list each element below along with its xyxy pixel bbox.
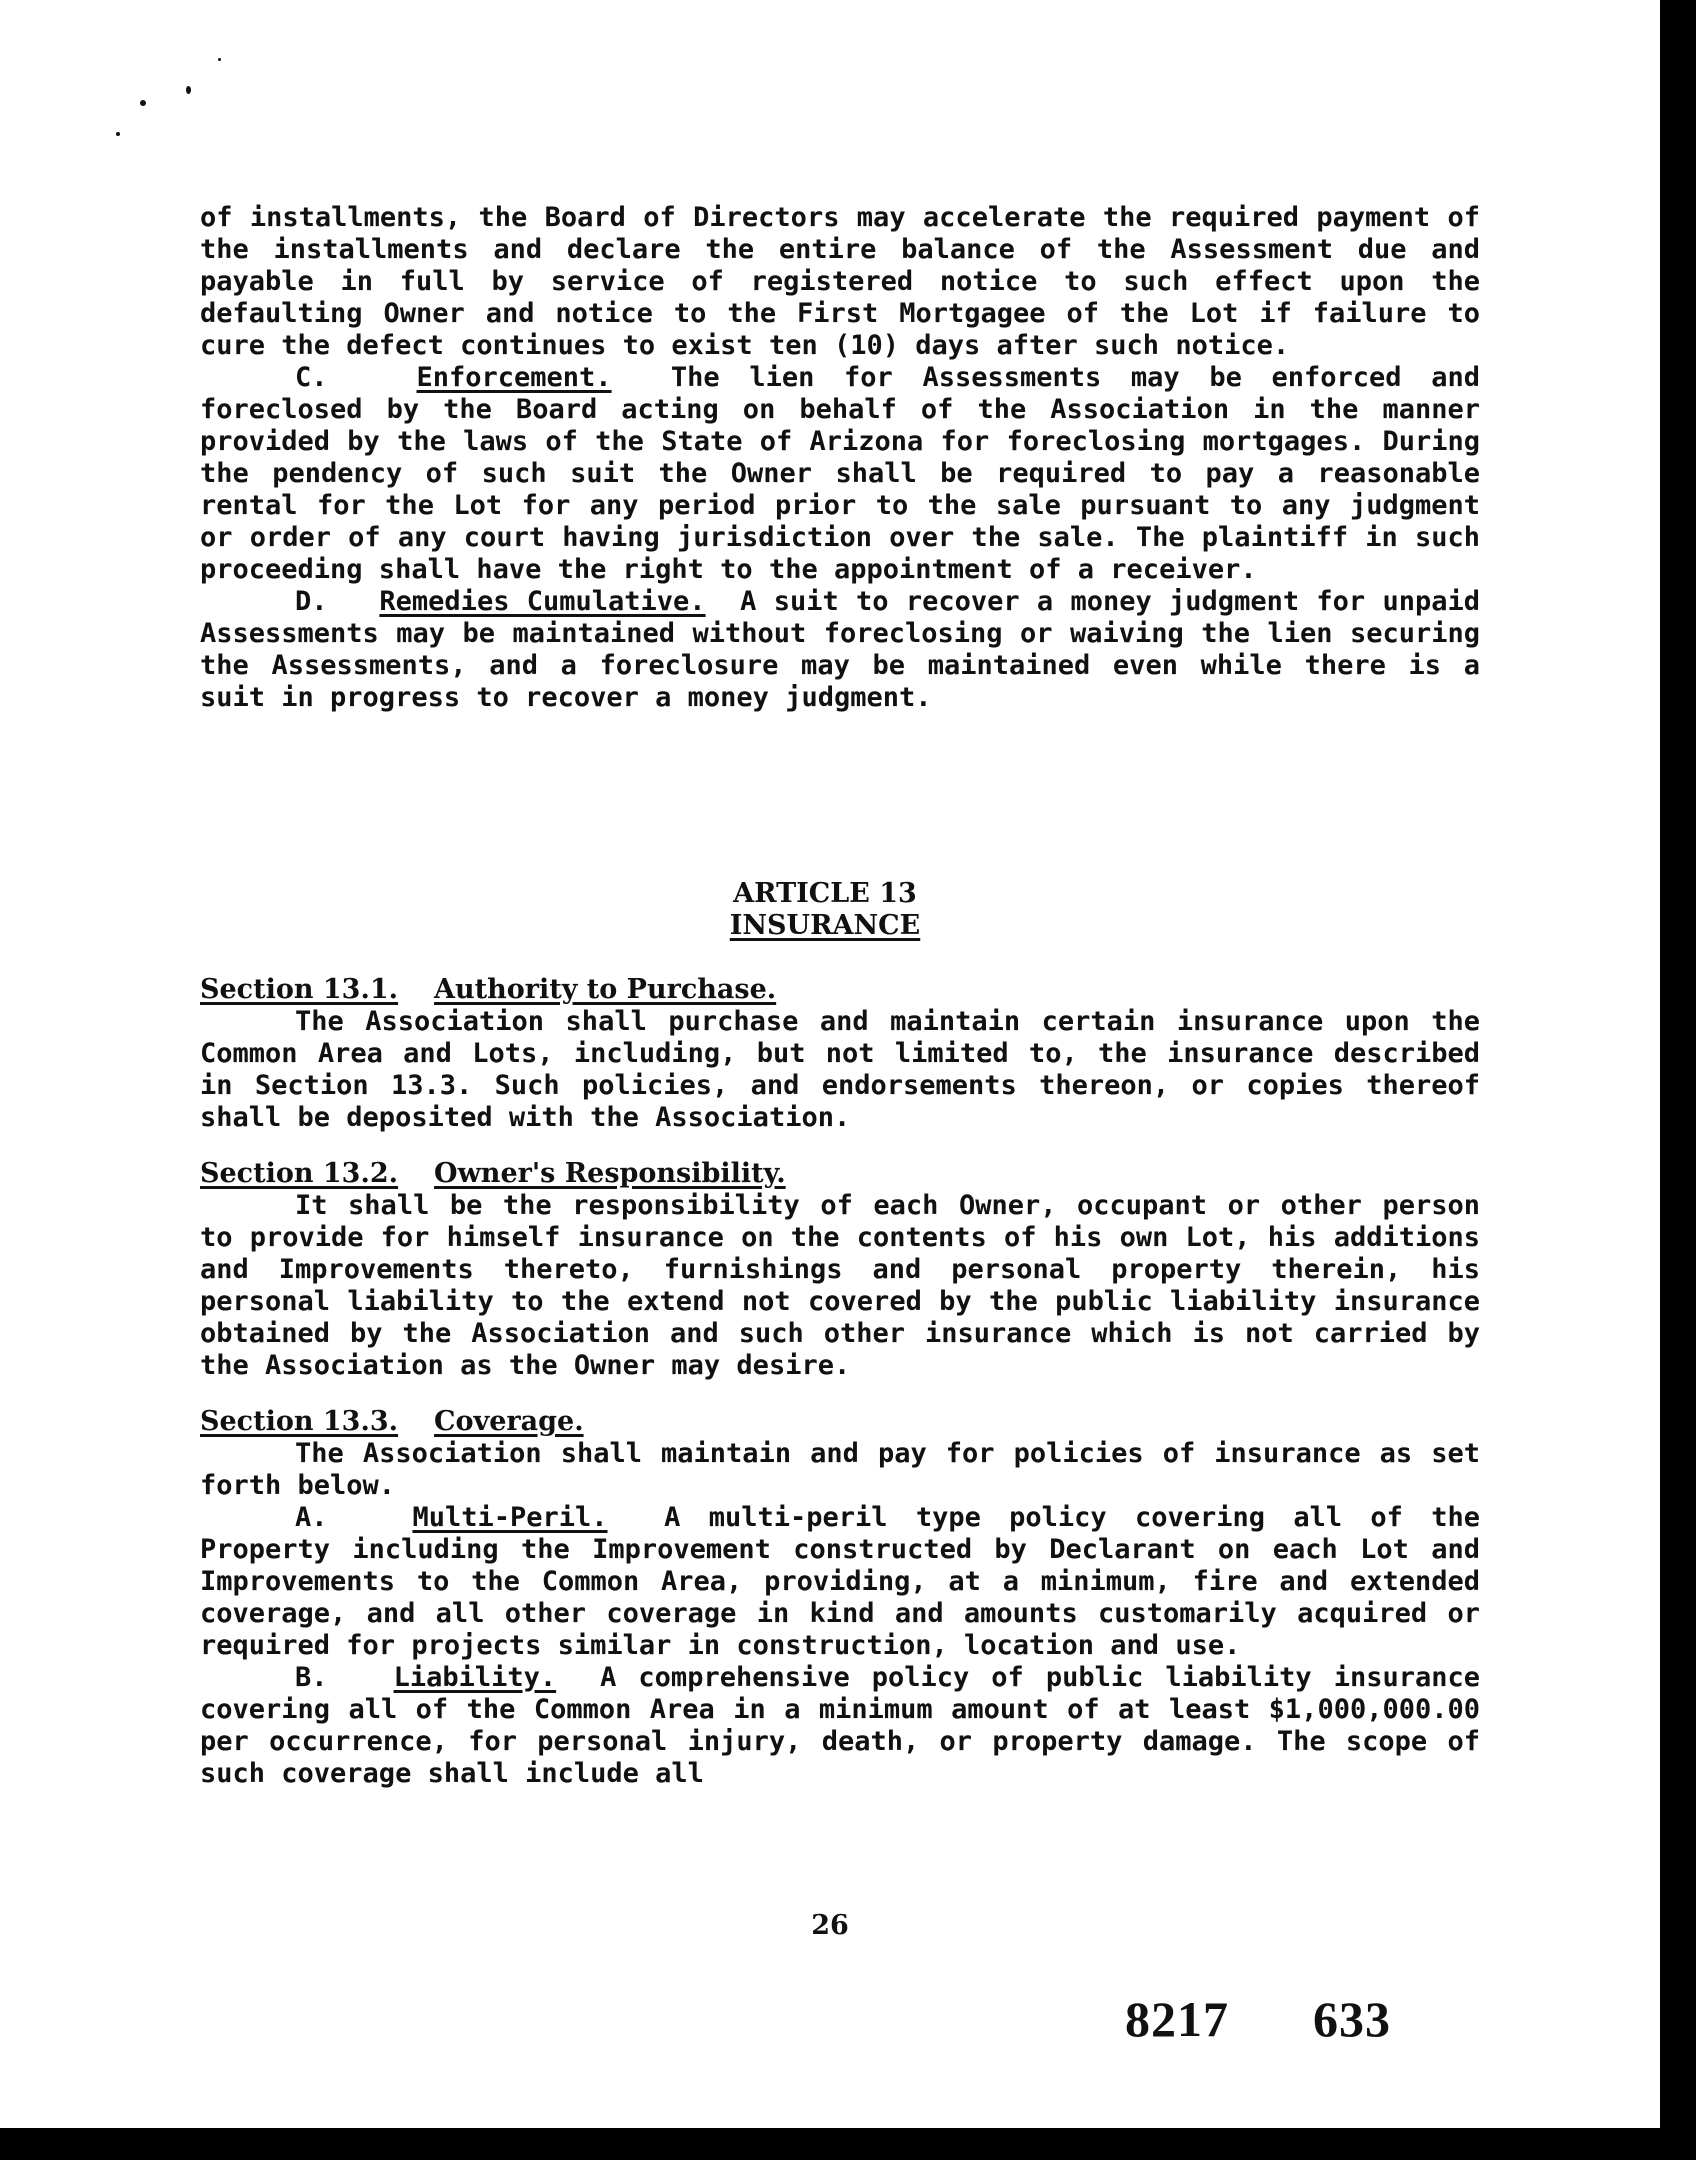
section-13-3-heading	[200, 1406, 1480, 1438]
liability-text: A comprehensive policy of public liability insurance covering all of the Common Area in a minimum amount of at least $1,000,000.00 per occurrence, for personal injury, death, or property damage. The scope of such coverage shall include all	[200, 1662, 1480, 1789]
section-13-2-number: Section 13.2.	[200, 1158, 399, 1189]
article-heading	[200, 878, 1450, 942]
enforcement-paragraph	[200, 362, 1480, 586]
scan-speck	[218, 58, 221, 61]
section-13-3-text: The Association shall maintain and pay for policies of insurance as set forth below.	[200, 1438, 1480, 1501]
enforcement-label: C.	[295, 362, 328, 393]
enforcement-title: Enforcement.	[416, 362, 612, 393]
section-13-2-heading	[200, 1158, 1480, 1190]
article-title: INSURANCE	[729, 910, 921, 941]
sections-block	[200, 950, 1480, 1790]
liability-title: Liability.	[393, 1662, 557, 1693]
section-13-1-number: Section 13.1.	[200, 974, 399, 1005]
liability-label: B.	[295, 1662, 328, 1693]
remedies-label: D.	[295, 586, 328, 617]
document-code-right: 633	[1313, 1991, 1391, 2047]
enforcement-text: The lien for Assessments may be enforced and foreclosed by the Board acting on behalf of the Association in the manner provided by the laws of the State of Arizona for foreclosing mortgages. During the pendency of such suit the Owner shall be required to pay a reasonable rental for the Lot for any period prior to the sale pursuant to any judgment or order of any court having jurisdiction over the sale. The plaintiff in such proceeding shall have the right to the appointment of a receiver.	[200, 362, 1480, 585]
page-number: 26	[811, 1910, 849, 1941]
section-13-1-heading	[200, 974, 1480, 1006]
article-number: ARTICLE 13	[733, 878, 917, 909]
scan-speck	[140, 100, 146, 106]
intro-paragraph: of installments, the Board of Directors may accelerate the required payment of the installments and declare the entire balance of the Assessment due and payable in full by service of registered notice to such effect upon the defaulting Owner and notice to the First Mortgagee of the Lot if failure to cure the defect continues to exist ten (10) days after such notice.	[200, 202, 1480, 361]
scan-speck	[186, 86, 191, 94]
remedies-text: A suit to recover a money judgment for unpaid Assessments may be maintained without foreclosing or waiving the lien securing the Assessments, and a foreclosure may be maintained even while there is a suit in progress to recover a money judgment.	[200, 586, 1480, 713]
scan-speck	[116, 132, 120, 136]
section-13-1-title: Authority to Purchase.	[434, 974, 777, 1005]
multi-peril-text: A multi-peril type policy covering all of the Property including the Improvement constructed by Declarant on each Lot and Improvements to the Common Area, providing, at a minimum, fire and extended coverage, and all other coverage in kind and amounts customarily acquired or required for projects similar in construction, location and use.	[200, 1502, 1480, 1661]
section-13-3-title: Coverage.	[434, 1406, 584, 1437]
section-13-2-text: It shall be the responsibility of each Owner, occupant or other person to provide for himself insurance on the contents of his own Lot, his additions and Improvements thereto, furnishings and personal property therein, his personal liability to the extend not covered by the public liability insurance obtained by the Association and such other insurance which is not carried by the Association as the Owner may desire.	[200, 1190, 1480, 1381]
remedies-title: Remedies Cumulative.	[379, 586, 706, 617]
multi-peril-label: A.	[295, 1502, 328, 1533]
multi-peril-title: Multi-Peril.	[412, 1502, 608, 1533]
section-13-3-number: Section 13.3.	[200, 1406, 399, 1437]
multi-peril-paragraph	[200, 1502, 1480, 1662]
document-code-left: 8217	[1125, 1991, 1229, 2047]
section-13-1-text: The Association shall purchase and maintain certain insurance upon the Common Area and Lots, including, but not limited to, the insurance described in Section 13.3. Such policies, and endorsements thereon, or copies thereof shall be deposited with the Association.	[200, 1006, 1480, 1133]
intro-block	[200, 202, 1480, 714]
remedies-paragraph	[200, 586, 1480, 714]
liability-paragraph	[200, 1662, 1480, 1790]
section-13-2-title: Owner's Responsibility.	[434, 1158, 786, 1189]
document-code	[1125, 1990, 1391, 2048]
